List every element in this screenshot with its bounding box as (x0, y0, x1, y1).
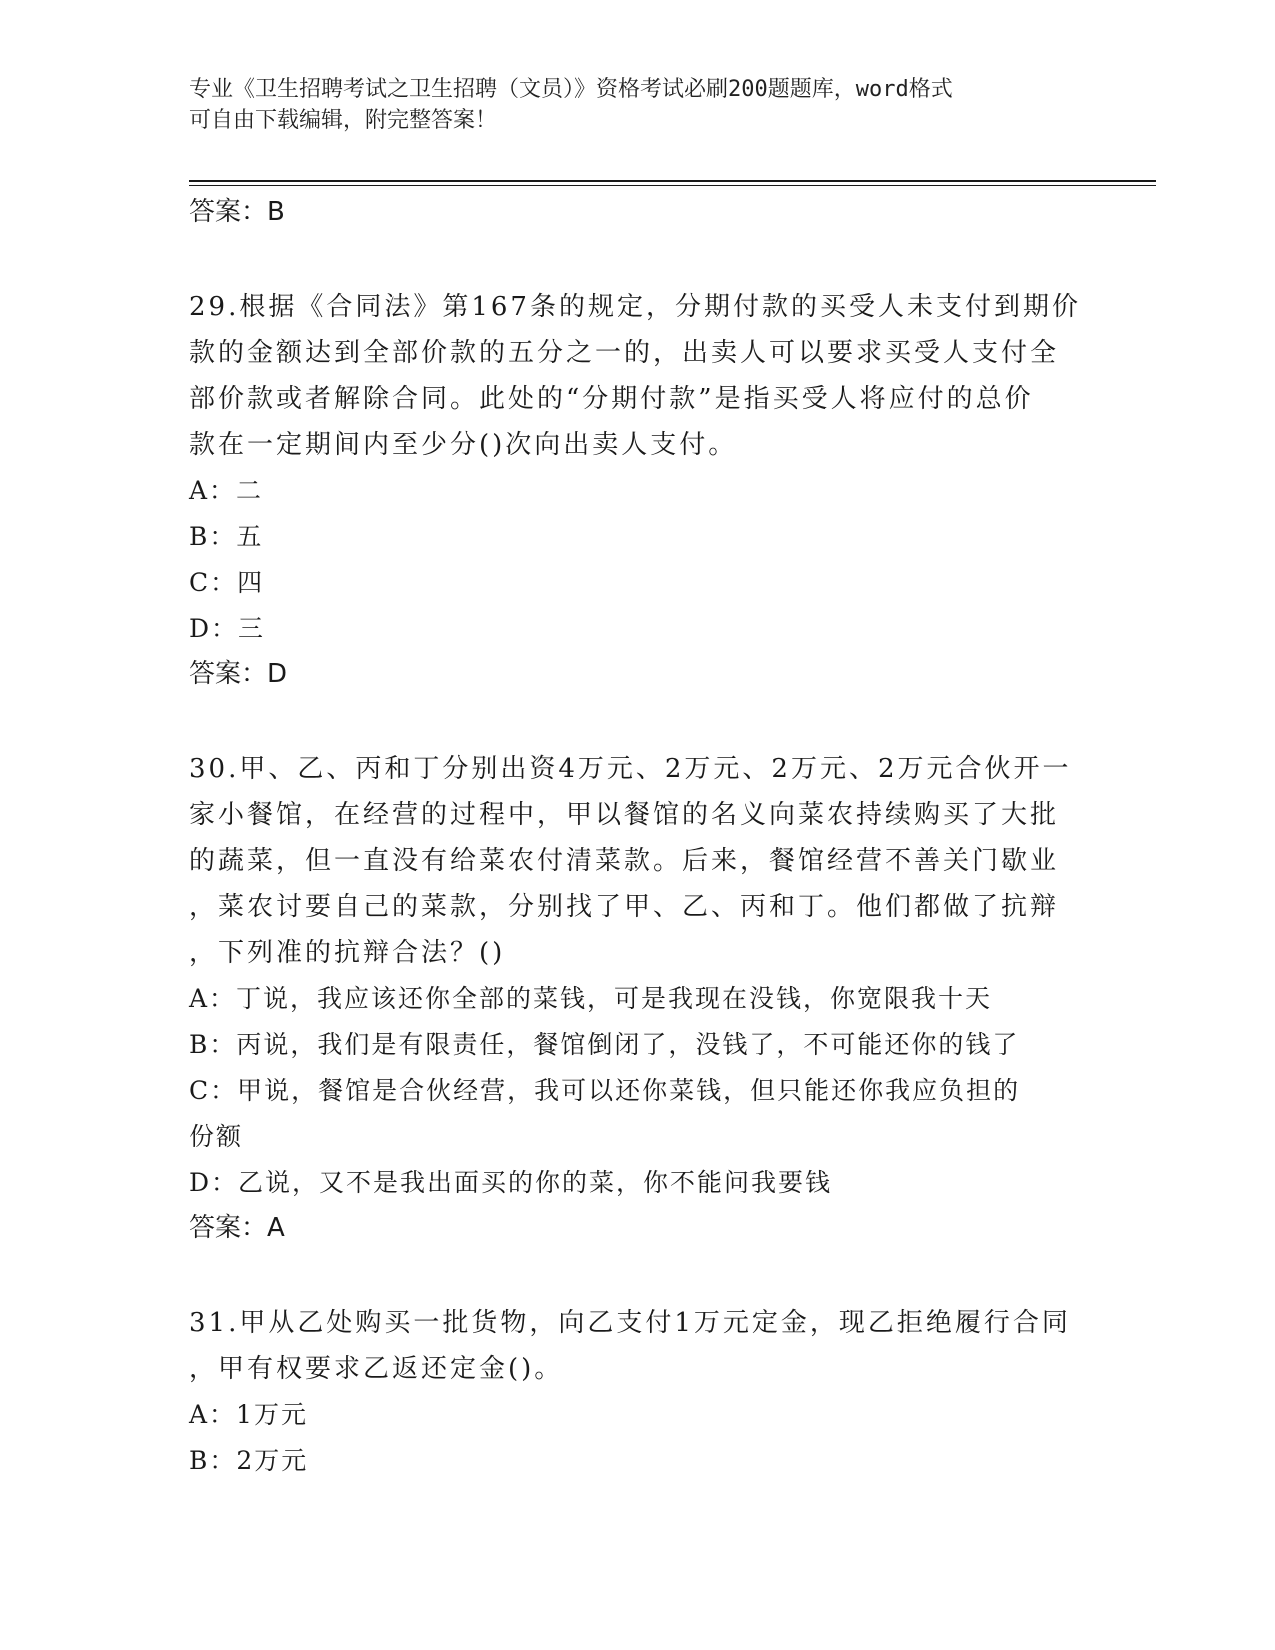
question-text-line: 家小餐馆，在经营的过程中，甲以餐馆的名义向菜农持续购买了大批 (189, 800, 1060, 830)
option-c-continued: 份额 (189, 1122, 244, 1151)
option-b: B：2万元 (189, 1446, 309, 1475)
question-text-line: 的蔬菜，但一直没有给菜农付清菜款。后来，餐馆经营不善关门歇业 (189, 846, 1060, 876)
question-text-line: ，下列准的抗辩合法？() (189, 938, 506, 968)
option-a: A：丁说，我应该还你全部的菜钱，可是我现在没钱，你宽限我十天 (189, 984, 993, 1013)
header-line-1: 专业《卫生招聘考试之卫生招聘（文员）》资格考试必刷200题题库，word格式 (189, 77, 953, 102)
question-text-line: ，甲有权要求乙返还定金()。 (189, 1354, 564, 1384)
question-text-line: 29.根据《合同法》第167条的规定，分期付款的买受人未支付到期价 (189, 292, 1081, 322)
spacer (189, 696, 1089, 746)
option-b: B：五 (189, 522, 264, 551)
option-a: A：二 (189, 476, 264, 505)
spacer (189, 234, 1089, 284)
question-text-line: 30.甲、乙、丙和丁分别出资4万元、2万元、2万元、2万元合伙开一 (189, 754, 1072, 784)
option-c: C：甲说，餐馆是合伙经营，我可以还你菜钱，但只能还你我应负担的 (189, 1076, 1021, 1105)
option-b: B：丙说，我们是有限责任，餐馆倒闭了，没钱了，不可能还你的钱了 (189, 1030, 1020, 1059)
header-divider-thick (189, 180, 1156, 182)
spacer (189, 1250, 1089, 1300)
header-divider-thin (189, 185, 1156, 186)
answer-previous-question: 答案：B (189, 197, 285, 227)
question-31 (189, 1300, 1089, 1484)
question-text-line: ，菜农讨要自己的菜款，分别找了甲、乙、丙和丁。他们都做了抗辩 (189, 892, 1060, 922)
option-d: D：乙说，又不是我出面买的你的菜，你不能问我要钱 (189, 1168, 833, 1197)
question-text-line: 款的金额达到全部价款的五分之一的，出卖人可以要求买受人支付全 (189, 338, 1060, 368)
option-a: A：1万元 (189, 1400, 308, 1429)
question-30 (189, 746, 1089, 1250)
option-d: D：三 (189, 614, 266, 643)
answer: 答案：D (189, 659, 288, 689)
question-29 (189, 284, 1089, 696)
question-text-line: 31.甲从乙处购买一批货物，向乙支付1万元定金，现乙拒绝履行合同 (189, 1308, 1071, 1338)
answer: 答案：A (189, 1213, 285, 1243)
page-header (189, 74, 1069, 136)
question-text-line: 部价款或者解除合同。此处的“分期付款”是指买受人将应付的总价 (189, 384, 1034, 414)
option-c: C：四 (189, 568, 265, 597)
header-line-2: 可自由下载编辑，附完整答案！ (189, 108, 498, 133)
question-text-line: 款在一定期间内至少分()次向出卖人支付。 (189, 430, 738, 460)
document-body (189, 190, 1089, 1484)
